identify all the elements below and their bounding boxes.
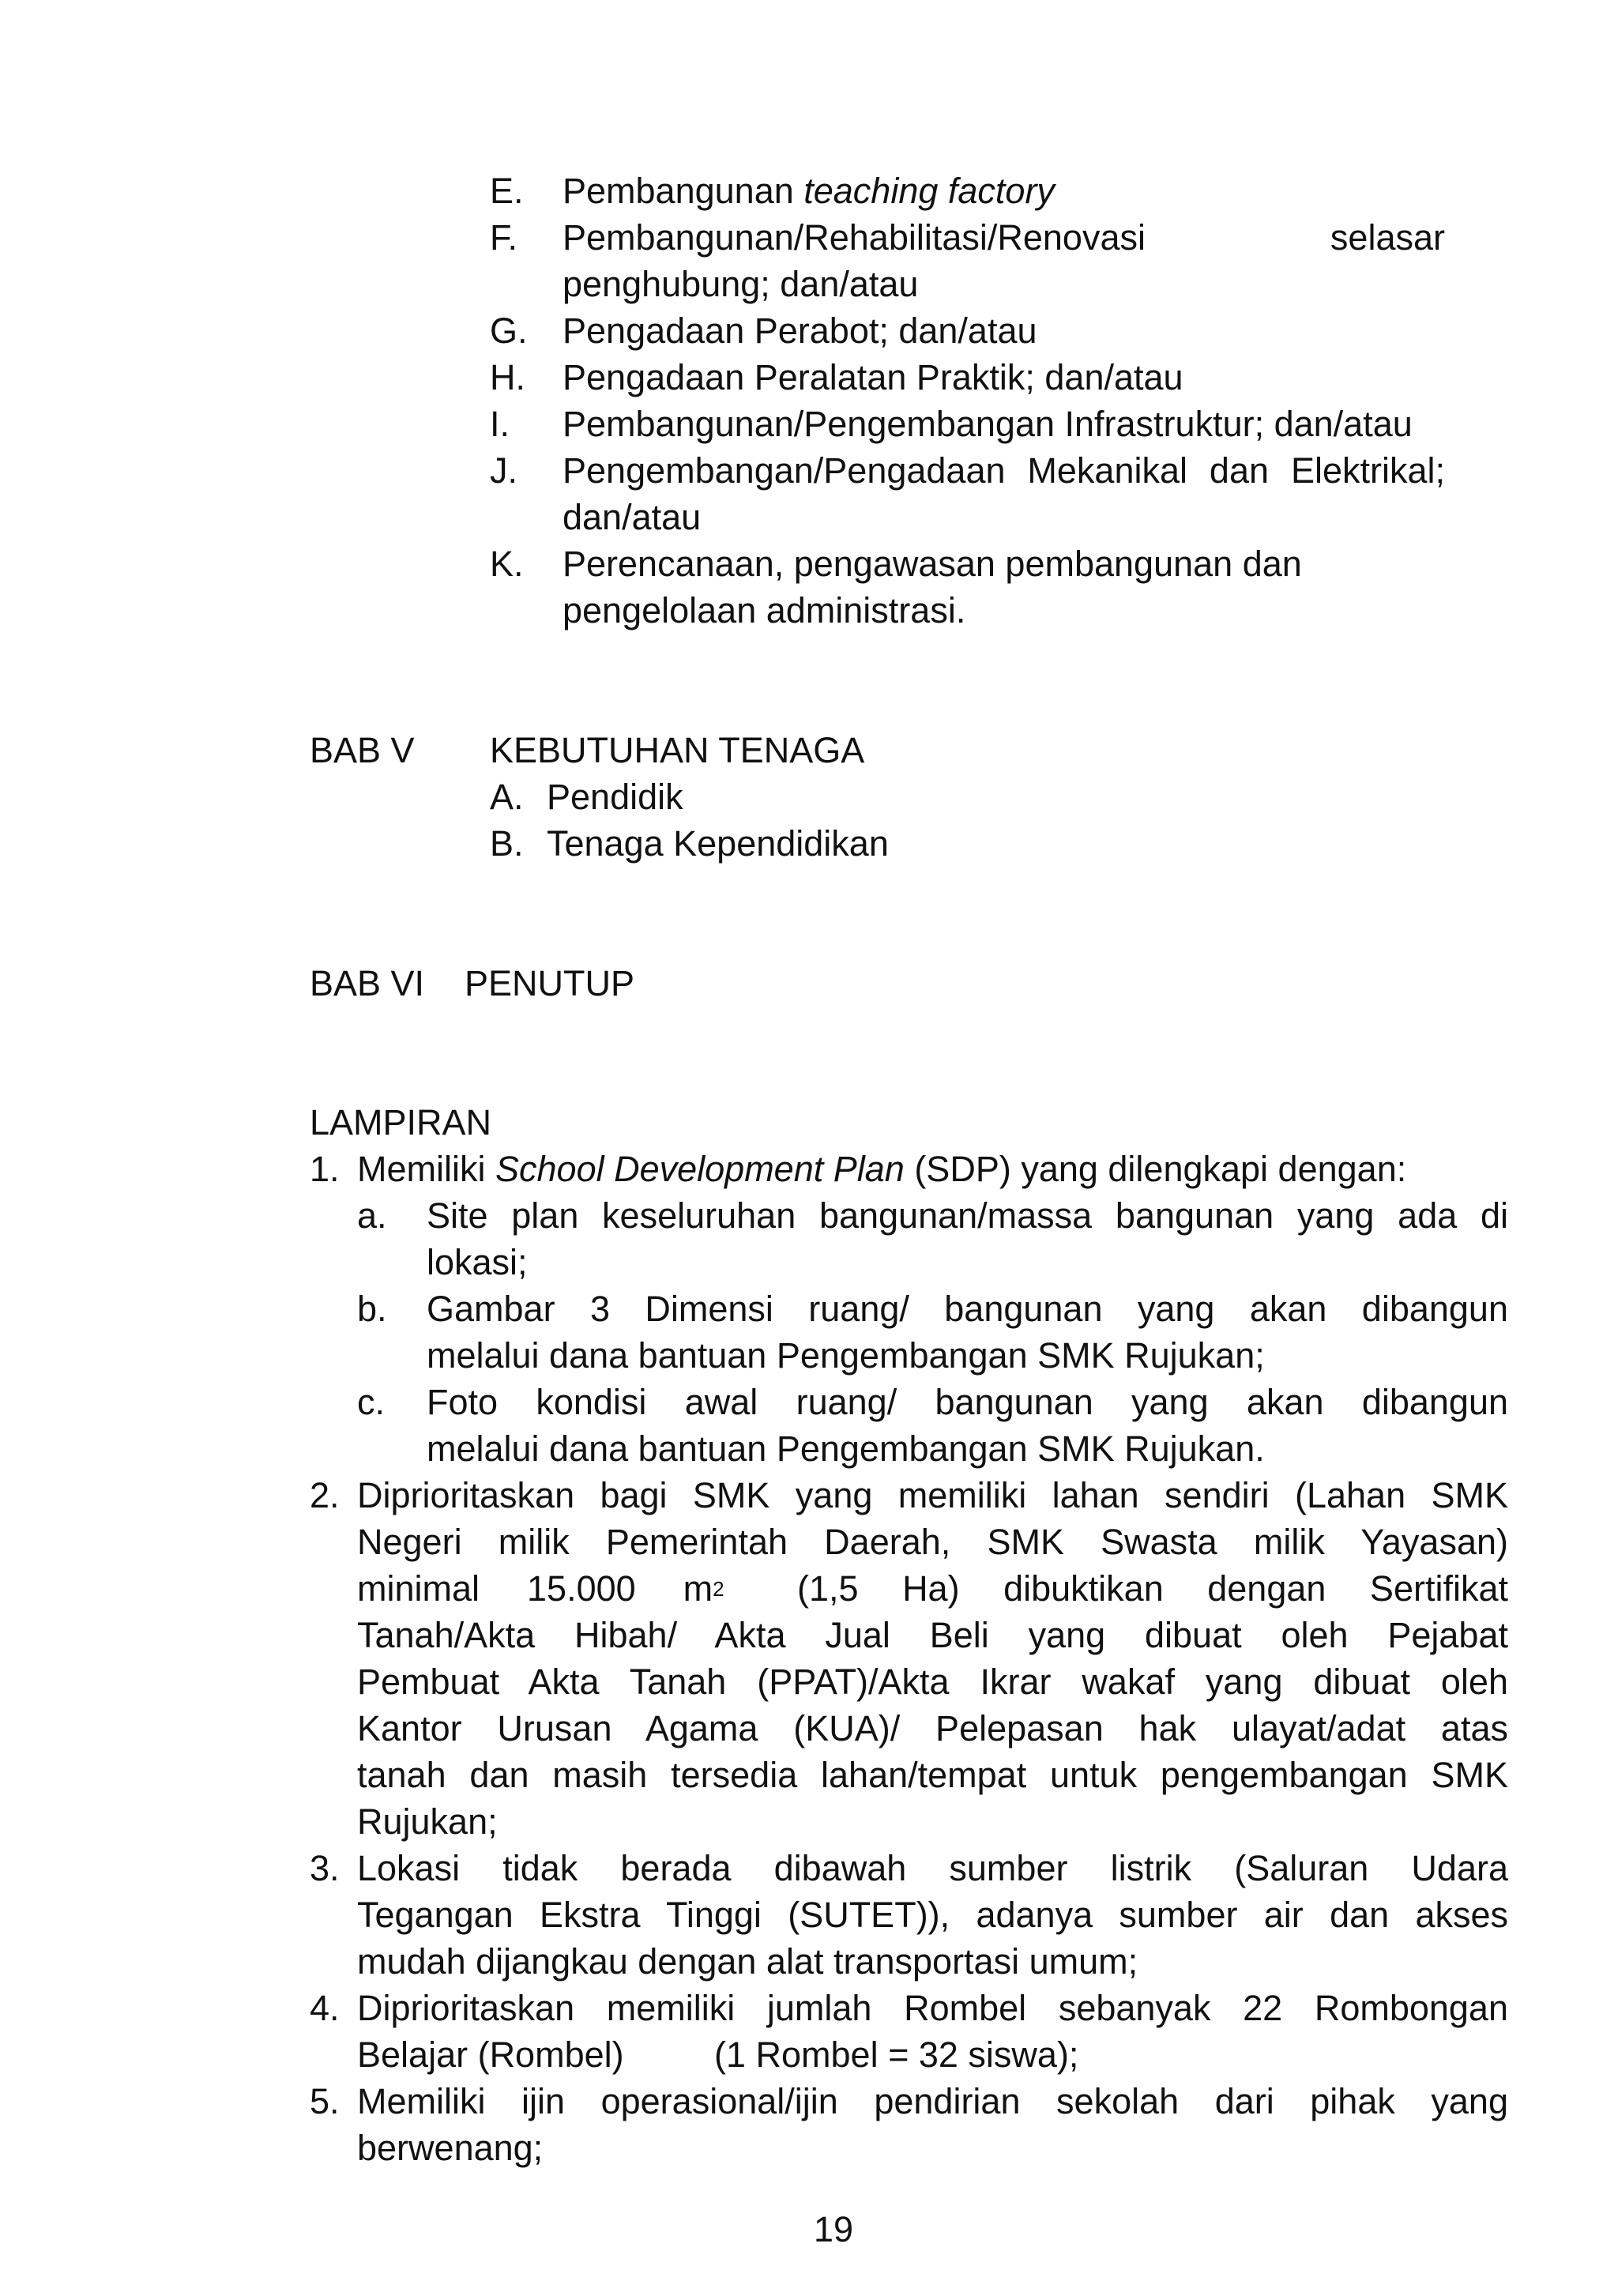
list-text: Foto kondisi awal ruang/ bangunan yang akan dibangun bbox=[427, 1382, 1508, 1422]
list-marker: 3. bbox=[310, 1848, 340, 1888]
list-marker: F. bbox=[490, 217, 518, 258]
list-text: Site plan keseluruhan bangunan/massa bangunan yang ada di bbox=[427, 1195, 1508, 1236]
list-text: Tanah/Akta Hibah/ Akta Jual Beli yang dibuat oleh Pejabat bbox=[357, 1615, 1508, 1655]
list-text: Memiliki School Development Plan (SDP) yang dilengkapi dengan: bbox=[357, 1149, 1407, 1189]
page-number: 19 bbox=[813, 2209, 854, 2249]
list-text: berwenang; bbox=[357, 2128, 544, 2168]
list-marker: 2. bbox=[310, 1475, 340, 1515]
list-text: penghubung; dan/atau bbox=[563, 264, 919, 304]
list-text: lokasi; bbox=[427, 1242, 528, 1282]
list-text: Tenaga Kependidikan bbox=[547, 823, 889, 864]
chapter-title: PENUTUP bbox=[465, 963, 635, 1003]
list-text: (1 Rombel = 32 siswa); bbox=[714, 2034, 1079, 2075]
list-marker: 5. bbox=[310, 2081, 340, 2121]
list-marker: B. bbox=[490, 823, 524, 864]
italic-term: teaching factory bbox=[803, 171, 1055, 211]
list-marker: 4. bbox=[310, 1988, 340, 2028]
list-text: mudah dijangkau dengan alat transportasi umum; bbox=[357, 1941, 1138, 1982]
list-text: melalui dana bantuan Pengembangan SMK Rujukan. bbox=[427, 1428, 1265, 1469]
list-text: Tegangan Ekstra Tinggi (SUTET)), adanya sumber air dan akses bbox=[357, 1895, 1508, 1935]
list-text: Gambar 3 Dimensi ruang/ bangunan yang akan dibangun bbox=[427, 1289, 1508, 1329]
list-text: Memiliki ijin operasional/ijin pendirian sekolah dari pihak yang bbox=[357, 2081, 1508, 2121]
list-text: pengelolaan administrasi. bbox=[563, 590, 966, 630]
list-text: Diprioritaskan bagi SMK yang memiliki lahan sendiri (Lahan SMK bbox=[357, 1475, 1508, 1515]
list-text: Diprioritaskan memiliki jumlah Rombel sebanyak 22 Rombongan bbox=[357, 1988, 1508, 2028]
list-marker: a. bbox=[357, 1195, 387, 1236]
list-text: Pengadaan Peralatan Praktik; dan/atau bbox=[563, 357, 1183, 397]
list-text: Belajar (Rombel) bbox=[357, 2034, 624, 2075]
list-text: Rujukan; bbox=[357, 1801, 498, 1842]
list-text: Pembangunan/Pengembangan Infrastruktur; dan/atau bbox=[563, 404, 1413, 444]
section-heading: LAMPIRAN bbox=[310, 1102, 492, 1142]
list-text: tanah dan masih tersedia lahan/tempat untuk pengembangan SMK bbox=[357, 1755, 1508, 1795]
list-text: Pembangunan teaching factory bbox=[563, 171, 1055, 211]
list-text: minimal 15.000 $m^2$ (1,5 Ha) dibuktikan dengan Sertifikat bbox=[357, 1568, 1508, 1609]
list-text: Pembuat Akta Tanah (PPAT)/Akta Ikrar wakaf yang dibuat oleh bbox=[357, 1662, 1508, 1702]
list-marker: I. bbox=[490, 404, 510, 444]
italic-term: School Development Plan bbox=[495, 1149, 905, 1189]
list-text: Kantor Urusan Agama (KUA)/ Pelepasan hak ulayat/adat atas bbox=[357, 1708, 1508, 1748]
list-marker: H. bbox=[490, 357, 525, 397]
list-text: Negeri milik Pemerintah Daerah, SMK Swasta milik Yayasan) bbox=[357, 1522, 1508, 1562]
list-marker: G. bbox=[490, 311, 528, 351]
list-marker: E. bbox=[490, 171, 524, 211]
list-marker: b. bbox=[357, 1289, 387, 1329]
list-marker: c. bbox=[357, 1382, 386, 1422]
list-text: Pengembangan/Pengadaan Mekanikal dan Elektrikal; bbox=[563, 450, 1445, 491]
list-text: dan/atau bbox=[563, 497, 702, 537]
list-marker: J. bbox=[490, 450, 518, 491]
list-text: Pendidik bbox=[547, 777, 683, 817]
list-text: Pembangunan/Rehabilitasi/Renovasi bbox=[563, 217, 1146, 258]
list-text: melalui dana bantuan Pengembangan SMK Rujukan; bbox=[427, 1335, 1265, 1376]
list-marker: K. bbox=[490, 544, 524, 584]
chapter-label: BAB V bbox=[310, 730, 415, 770]
list-marker: A. bbox=[490, 777, 524, 817]
chapter-title: KEBUTUHAN TENAGA bbox=[490, 730, 865, 770]
list-marker: 1. bbox=[310, 1149, 340, 1189]
list-text: Pengadaan Perabot; dan/atau bbox=[563, 311, 1037, 351]
list-text: Perencanaan, pengawasan pembangunan dan bbox=[563, 544, 1302, 584]
chapter-label: BAB VI bbox=[310, 963, 425, 1003]
list-text: Lokasi tidak berada dibawah sumber listrik (Saluran Udara bbox=[357, 1848, 1508, 1888]
list-text: selasar bbox=[1330, 217, 1445, 258]
